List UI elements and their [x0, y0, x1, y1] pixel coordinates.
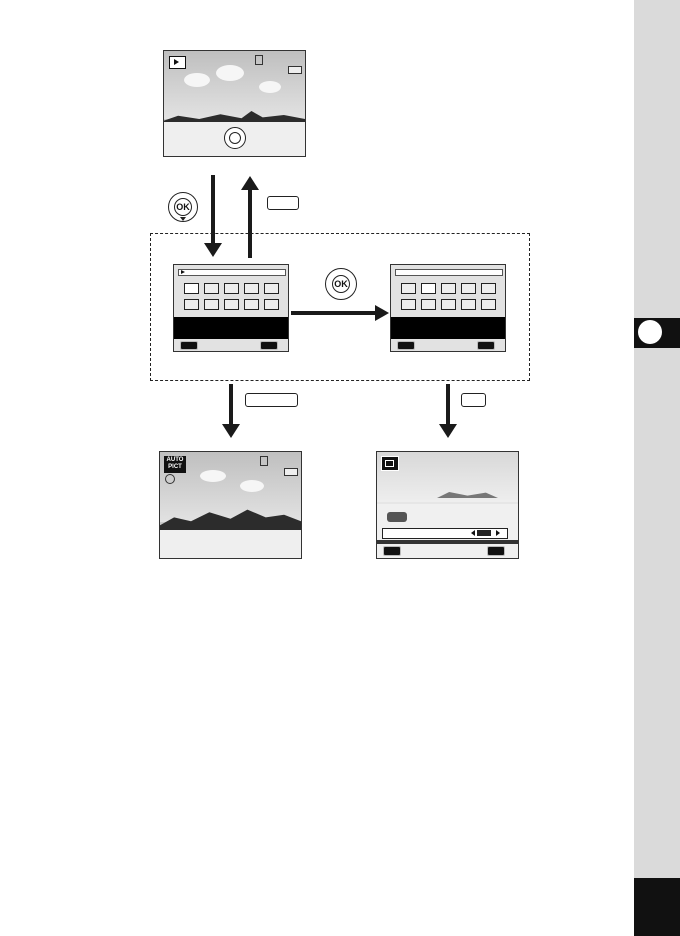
palette-crop-icon — [224, 283, 239, 294]
palette-resize-icon-selected — [421, 283, 436, 294]
palette-dpof-icon — [204, 299, 219, 310]
arrow-down-to-resize — [446, 384, 450, 426]
menu-key-mini — [180, 341, 198, 350]
palette-redeye-icon — [461, 299, 476, 310]
four-way-ok-button-icon: OK — [325, 268, 357, 300]
menu-key-icon — [267, 196, 299, 210]
arrow-right-to-select — [291, 311, 377, 315]
ok-key-mini — [487, 546, 505, 556]
palette-rotate-icon — [481, 283, 496, 294]
palette-index-icon — [244, 283, 259, 294]
battery-icon — [284, 468, 298, 476]
palette-index-icon — [461, 283, 476, 294]
palette-voice-memo-icon — [481, 299, 496, 310]
ok-label: OK — [174, 198, 192, 216]
palette-redeye-icon — [244, 299, 259, 310]
menu-key-mini — [397, 341, 415, 350]
arrow-down-to-capture — [229, 384, 233, 426]
memory-icon — [260, 456, 268, 466]
size-selector — [382, 528, 508, 539]
capture-screen — [159, 451, 302, 559]
palette-dpof-icon — [421, 299, 436, 310]
page-number-tab — [634, 878, 680, 936]
palette-slideshow-icon — [401, 283, 416, 294]
battery-icon — [288, 66, 302, 74]
menu-key-mini — [383, 546, 401, 556]
chapter-number-icon — [638, 320, 662, 344]
resize-screen — [376, 451, 519, 559]
ok-key-icon — [461, 393, 486, 407]
palette-voice-memo-icon — [264, 299, 279, 310]
flash-mode-icon — [165, 474, 175, 484]
chapter-sidebar — [634, 0, 680, 936]
palette-slideshow-icon — [184, 283, 199, 294]
ok-key-mini — [477, 341, 495, 350]
playback-screen — [163, 50, 306, 157]
four-way-controller-icon — [224, 127, 246, 149]
ok-key-mini — [260, 341, 278, 350]
playback-mode-icon — [169, 56, 186, 69]
protect-icon — [255, 55, 263, 65]
palette-resize-icon — [204, 283, 219, 294]
palette-frame-icon — [224, 299, 239, 310]
palette-filter-icon — [184, 299, 199, 310]
palette-rotate-icon — [264, 283, 279, 294]
resize-mode-icon — [381, 456, 399, 471]
palette-crop-icon — [441, 283, 456, 294]
ok-button-icon — [168, 192, 198, 222]
palette-frame-icon — [441, 299, 456, 310]
shutter-key-icon — [245, 393, 298, 407]
palette-filter-icon — [401, 299, 416, 310]
palette-screen-right — [390, 264, 506, 352]
palette-screen-left — [173, 264, 289, 352]
auto-picture-mode-badge: AUTO PICT — [164, 456, 186, 473]
